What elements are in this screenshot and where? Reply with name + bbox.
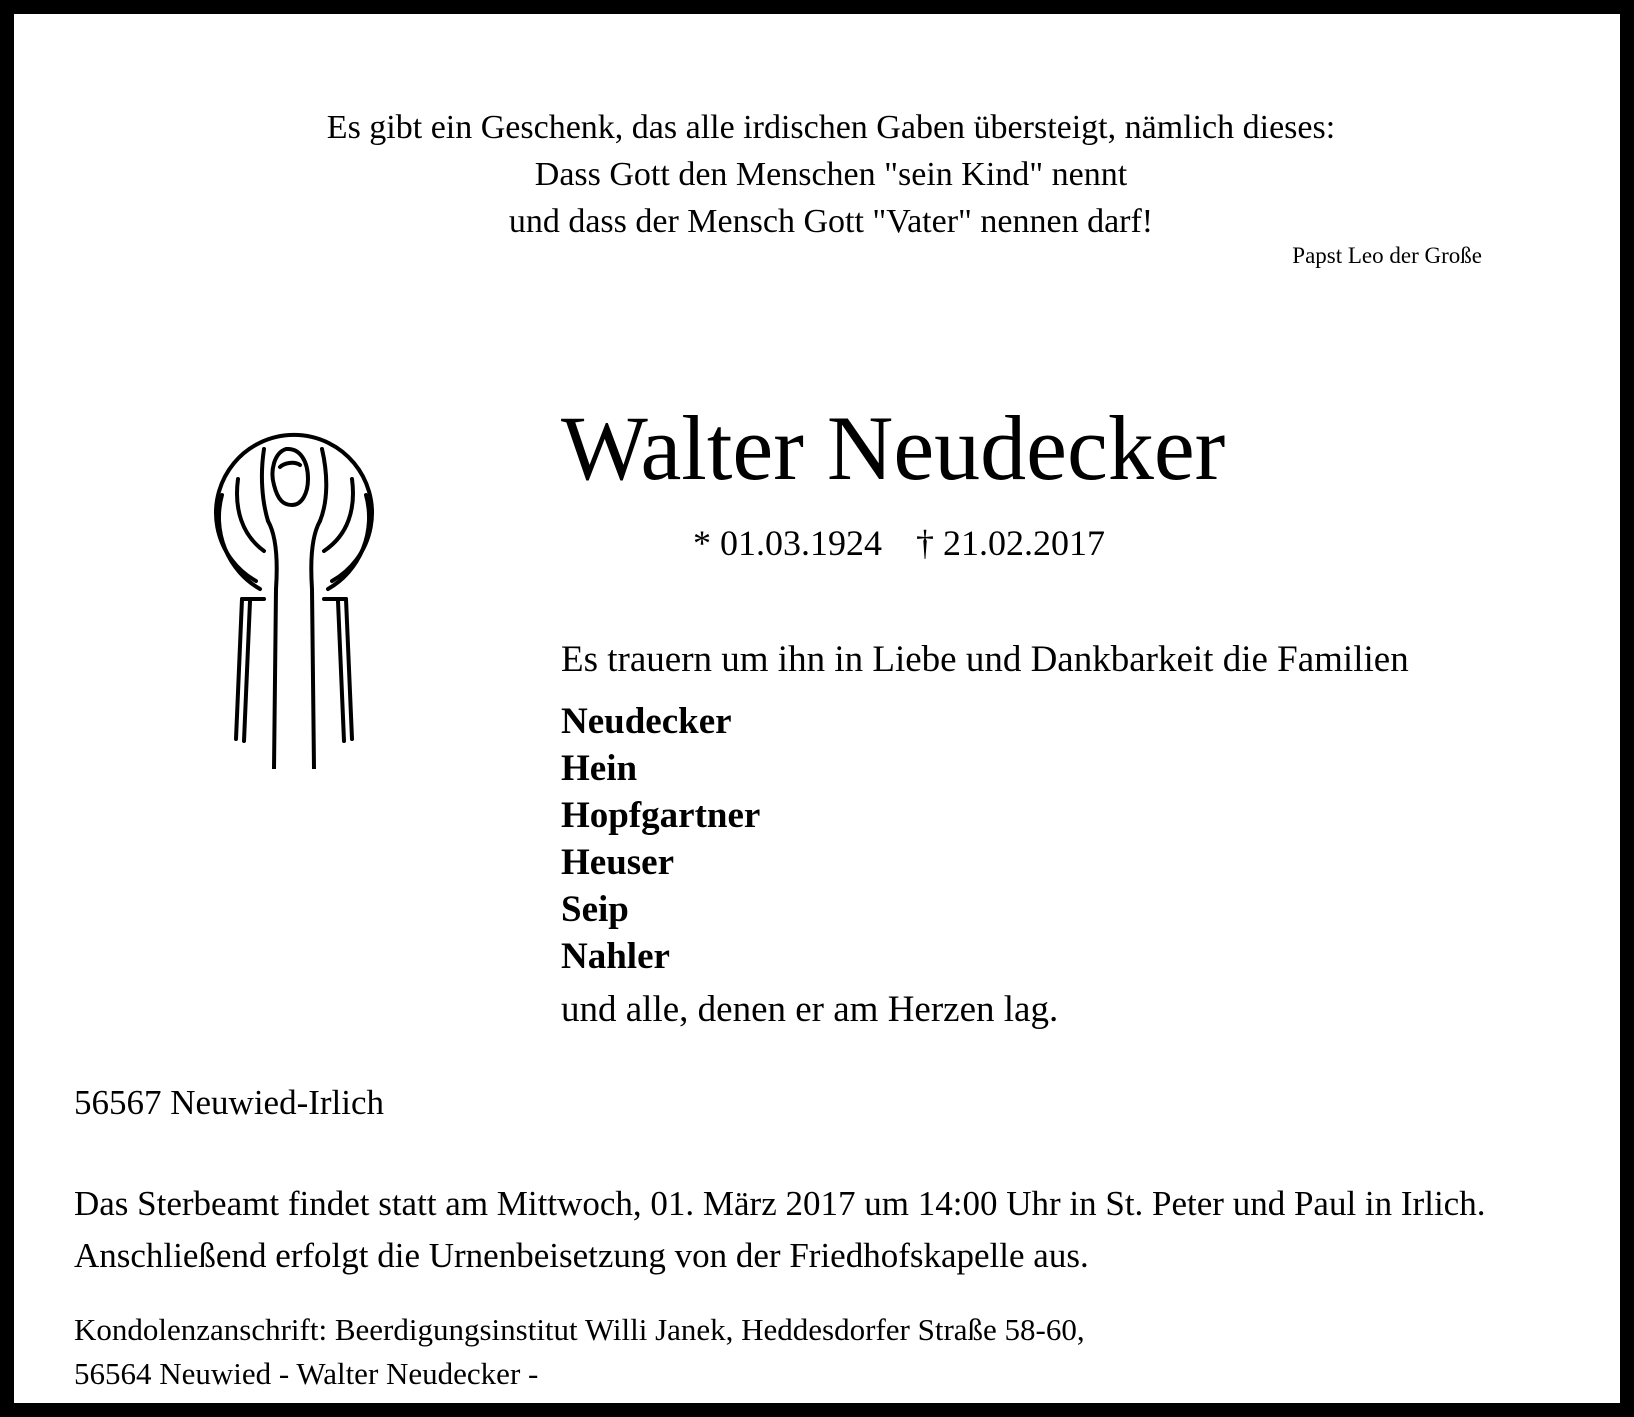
quote-line-2: Dass Gott den Menschen "sein Kind" nennt bbox=[534, 156, 1128, 193]
risen-christ-icon bbox=[204, 409, 384, 769]
family-name: Heuser bbox=[561, 842, 675, 883]
mourning-intro: Es trauern um ihn in Liebe und Dankbarkeit die Familien bbox=[561, 639, 1409, 680]
deceased-name: Walter Neudecker bbox=[561, 397, 1226, 499]
life-dates bbox=[693, 522, 1105, 564]
service-details: Das Sterbeamt findet statt am Mittwoch, 01. März 2017 um 14:00 Uhr in St. Peter und Paul in Irlich. Anschließend erfolgt die Urnenbeisetzung von der Friedhofskapelle aus. bbox=[74, 1184, 1486, 1275]
mourning-closing: und alle, denen er am Herzen lag. bbox=[561, 989, 1059, 1030]
condolence-address bbox=[74, 1308, 1514, 1396]
family-name: Neudecker bbox=[561, 701, 732, 742]
quote-line-1: Es gibt ein Geschenk, das alle irdischen Gaben übersteigt, nämlich dieses: bbox=[326, 109, 1336, 146]
family-name: Hopfgartner bbox=[561, 795, 761, 836]
condolence-line-2: 56564 Neuwied - Walter Neudecker - bbox=[74, 1356, 539, 1391]
place-of-residence: 56567 Neuwied-Irlich bbox=[74, 1083, 385, 1122]
condolence-line-1: Kondolenzanschrift: Beerdigungsinstitut Willi Janek, Heddesdorfer Straße 58-60, bbox=[74, 1312, 1085, 1347]
family-name: Seip bbox=[561, 889, 629, 930]
family-name: Hein bbox=[561, 748, 638, 789]
death-date: † 21.02.2017 bbox=[916, 523, 1105, 563]
family-name: Nahler bbox=[561, 936, 670, 977]
family-list bbox=[561, 698, 760, 980]
quote-author: Papst Leo der Große bbox=[1292, 243, 1482, 268]
birth-date: * 01.03.1924 bbox=[693, 523, 882, 563]
quote-line-3: und dass der Mensch Gott "Vater" nennen darf! bbox=[508, 203, 1154, 240]
